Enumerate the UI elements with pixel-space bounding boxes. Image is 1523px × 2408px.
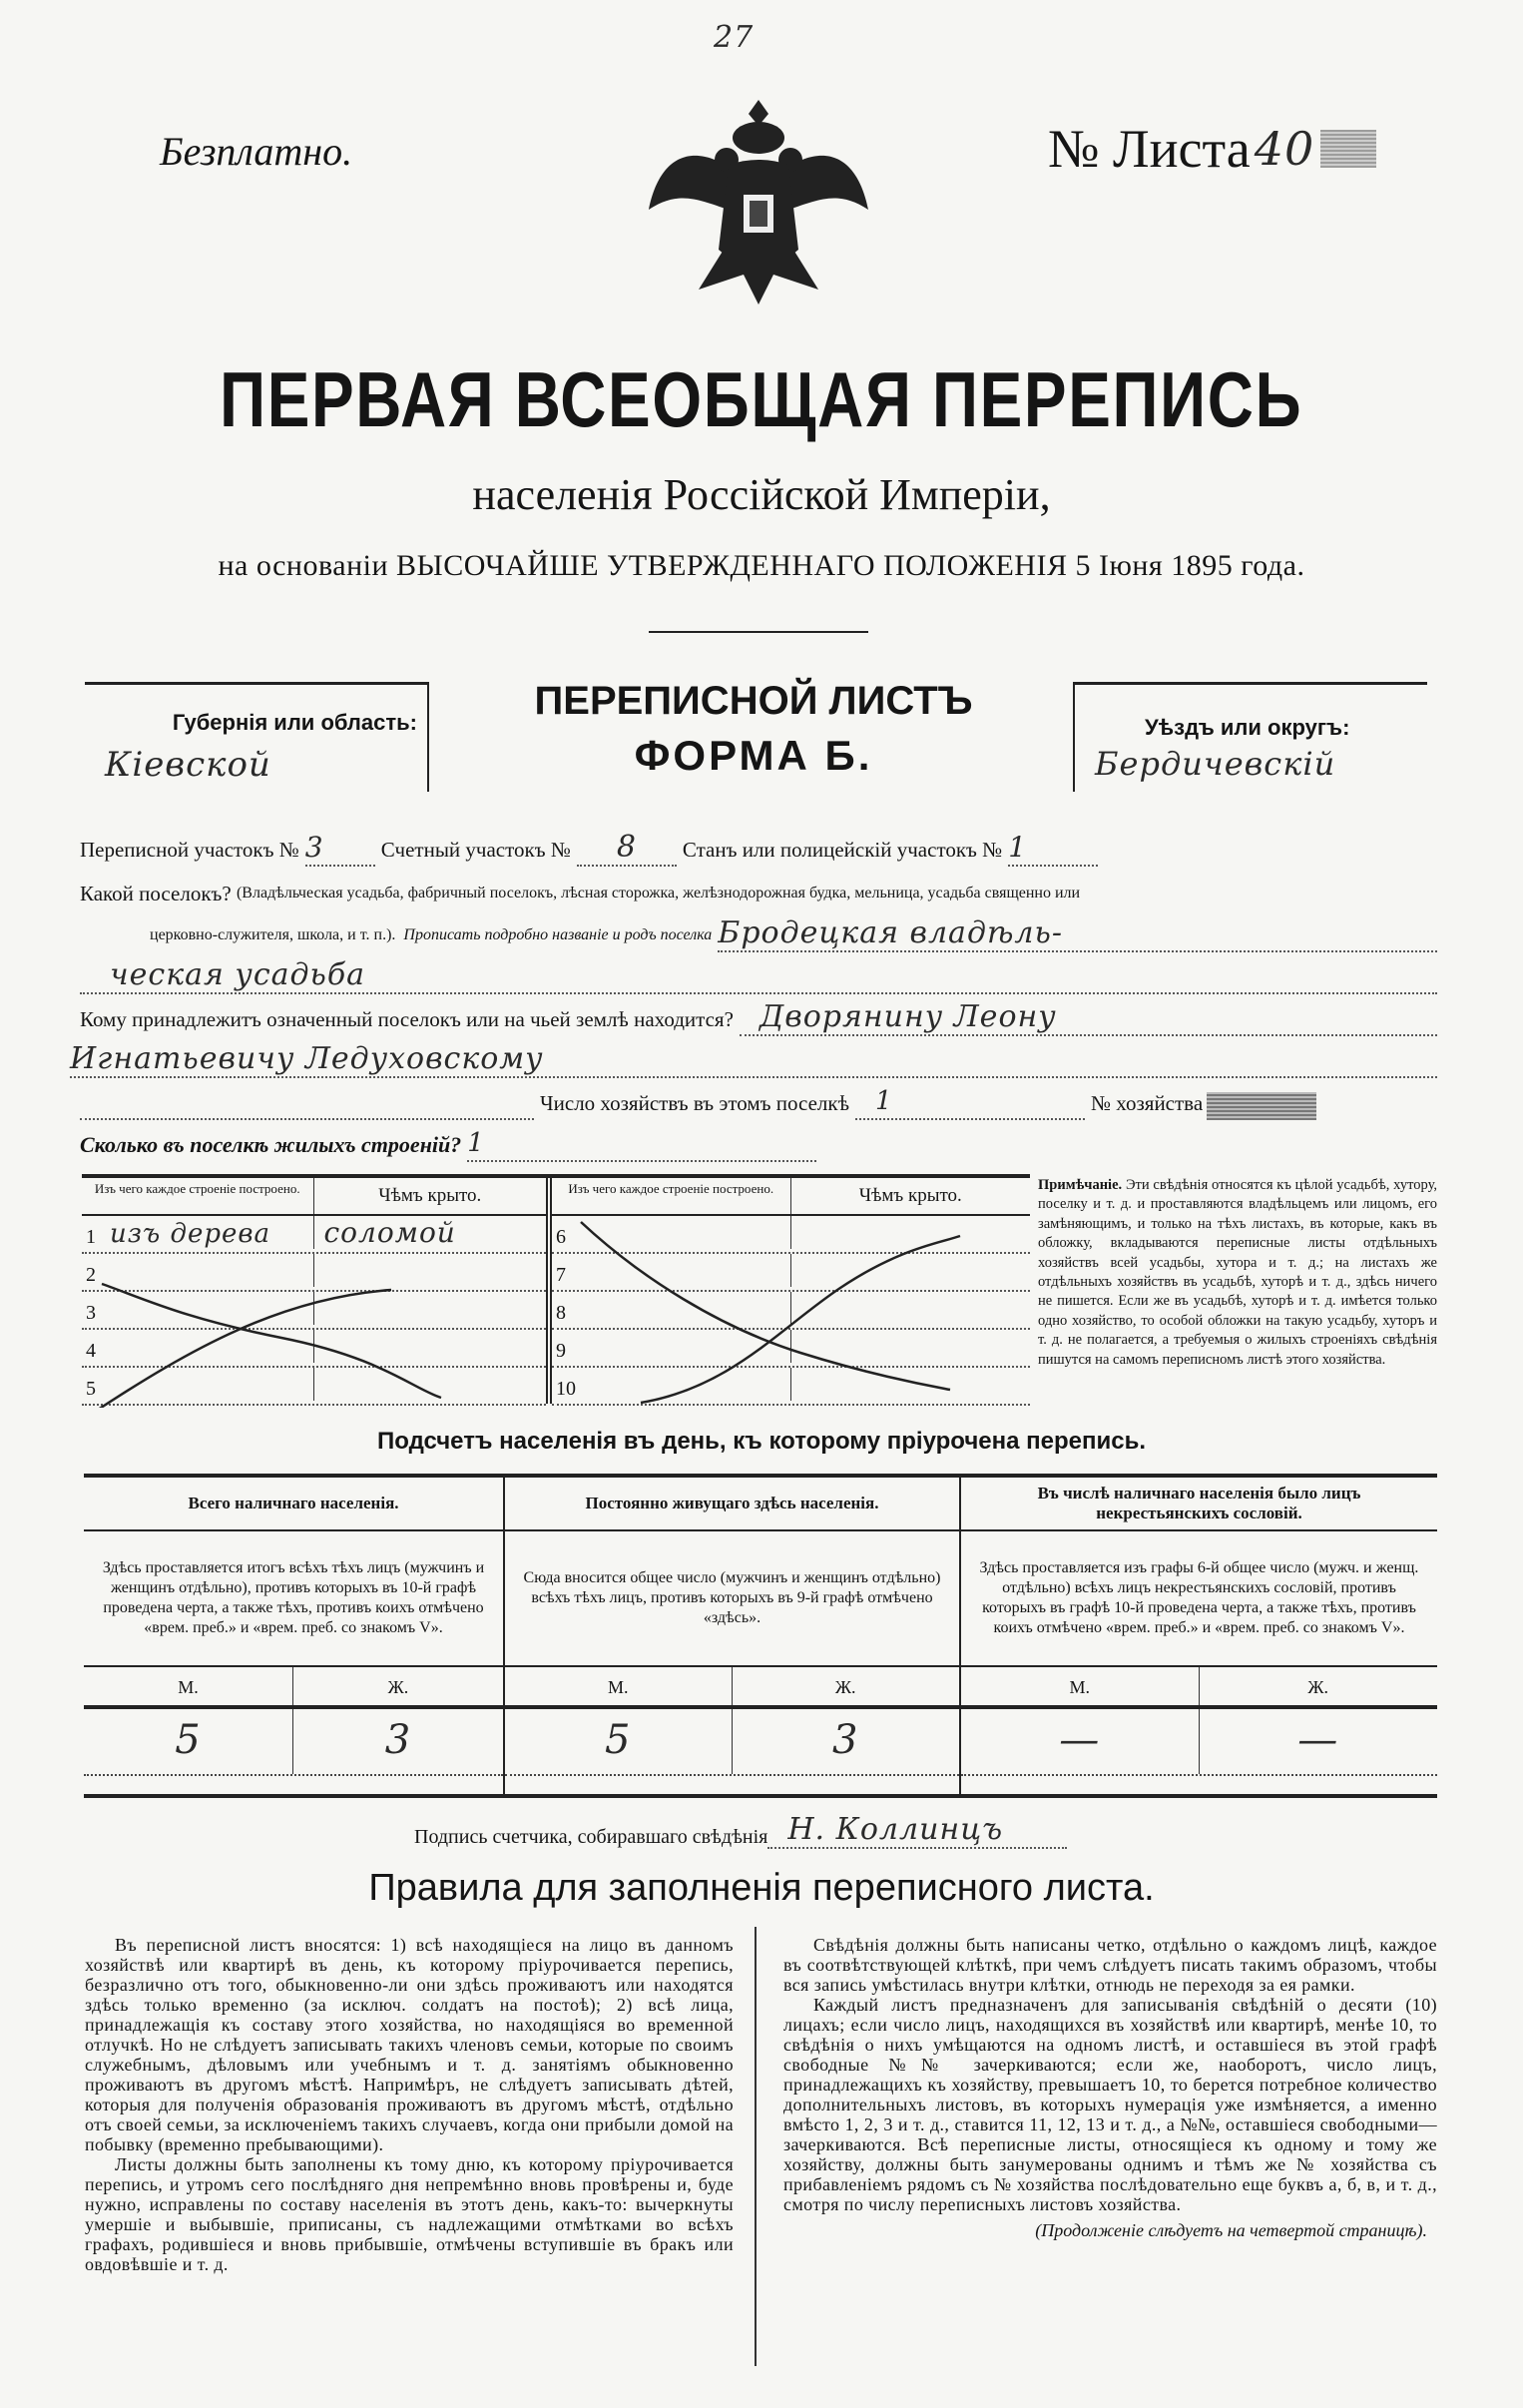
households-label: Число хозяйствъ въ этомъ поселкѣ — [540, 1091, 849, 1115]
signature-field[interactable]: Н. Коллинцъ — [767, 1812, 1067, 1849]
households-field[interactable]: 1 — [855, 1084, 1085, 1120]
basis-line: на основаніи ВЫСОЧАЙШЕ УТВЕРЖДЕННАГО ПОЛОЖЕНІЯ 5 Іюня 1895 года. — [218, 549, 1305, 582]
imperial-eagle-icon — [649, 100, 868, 309]
male-count[interactable]: — — [961, 1709, 1200, 1774]
col-material-header: Изъ чего каждое строеніе построено. — [82, 1178, 314, 1214]
province-value[interactable]: Кіевской — [105, 745, 271, 785]
female-header: Ж. — [834, 1677, 856, 1697]
dotted-line — [80, 1102, 534, 1120]
note-text: Эти свѣдѣнія относятся къ цѣлой усадьбѣ, хутору, поселку и т. д. и проставляются владѣльцемъ или лицомъ, его замѣняющимъ, и только на тѣхъ листахъ, въ которые, какъ въ обложку, вкладываются переписные листы отдѣльныхъ хозяйствъ всей усадьбы, хутора и т. д.; на листахъ же отдѣльныхъ хозяйствъ въ усадьбѣ, хуторѣ и т. д., здѣсь ничего не пишется. Если же въ усадьбѣ, хуторѣ и т. д. имѣется только одно хозяйство, то особой обложки на такую усадьбу, хуторъ и т. д. не полагается, а требуемыя о жилыхъ строеніяхъ свѣдѣнія пишутся на самомъ переписномъ листѣ этого хозяйства. — [1038, 1177, 1438, 1368]
row-settlement-3 — [80, 956, 1437, 994]
col-roof-header: Чѣмъ крыто. — [858, 1185, 962, 1206]
settlement-field-1[interactable]: Бродецкая владѣль- — [718, 916, 1437, 952]
police-area-field[interactable]: 1 — [1008, 831, 1098, 867]
buildings-field[interactable]: 1 — [467, 1126, 816, 1162]
female-header: Ж. — [1307, 1677, 1329, 1697]
settlement-label: Какой поселокъ? — [80, 882, 232, 905]
col-material-header: Изъ чего каждое строеніе построено. — [552, 1178, 791, 1214]
household-no-label: № хозяйства — [1091, 1091, 1204, 1115]
continued-note: (Продолженіе слѣдуетъ на четвертой страницѣ). — [1035, 2220, 1427, 2240]
population-column-title: Всего наличнаго населенія. — [84, 1478, 503, 1531]
signature-label: Подпись счетчика, собиравшаго свѣдѣнія — [414, 1826, 768, 1848]
row-number: 8 — [556, 1302, 566, 1324]
rules-paragraph: Листы должны быть заполнены къ тому дню, къ которому пріурочивается перепись, и утромъ сего послѣдняго дня непремѣнно вновь провѣрены и, буде нужно, исправлены по составу населенія въ этотъ день, какъ-то: вычеркнуты умершіе и выбывшіе, приписаны, съ надлежащими отмѣтками во всѣхъ графахъ, родившіеся и вновь прибывшіе, отмѣчены вступившіе въ бракъ или овдовѣвшіе и т. д. — [85, 2154, 734, 2274]
row-number: 2 — [86, 1264, 96, 1286]
sheet-number — [1048, 118, 1376, 180]
district-box — [1073, 682, 1427, 792]
male-header: М. — [961, 1667, 1200, 1705]
row-buildings — [80, 1124, 816, 1162]
form-title: ПЕРЕПИСНОЙ ЛИСТЪ — [534, 679, 973, 723]
female-header: Ж. — [387, 1677, 409, 1697]
population-heading: Подсчетъ населенія въ день, къ которому пріурочена перепись. — [377, 1428, 1146, 1455]
row-settlement — [80, 873, 1080, 910]
column-divider — [755, 1927, 757, 2366]
row-households — [80, 1082, 1437, 1120]
population-column — [959, 1478, 1437, 1794]
row-number: 10 — [556, 1378, 576, 1400]
free-label: Безплатно. — [160, 129, 353, 174]
male-count[interactable]: 5 — [84, 1709, 293, 1774]
col-roof-header: Чѣмъ крыто. — [378, 1185, 482, 1206]
settlement-hint: (Владѣльческая усадьба, фабричный поселокъ, лѣсная сторожка, желѣзнодорожная будка, мельница, усадьба священно или — [236, 885, 1081, 902]
population-column-title: Въ числѣ наличнаго населенія было лицъ некрестьянскихъ сословій. — [961, 1478, 1437, 1531]
province-label: Губернія или область: — [172, 710, 417, 735]
settlement-field-2[interactable]: ческая усадьба — [80, 958, 1437, 994]
population-column-desc: Здѣсь проставляется итогъ всѣхъ тѣхъ лицъ (мужчинъ и женщинъ отдѣльно), противъ которыхъ въ 10-й графѣ проведена черта, а также тѣхъ, противъ коихъ отмѣчено «врем. преб.» и «врем. преб. со знакомъ V». — [84, 1531, 503, 1667]
police-area-label: Станъ или полицейскій участокъ № — [682, 838, 1003, 862]
row-areas — [80, 829, 1098, 867]
rules-left — [85, 1935, 734, 2274]
stamp-mark — [1320, 130, 1376, 168]
title-wrap — [0, 354, 1523, 445]
row-number: 3 — [86, 1302, 96, 1324]
female-count[interactable]: 3 — [384, 1717, 412, 1763]
household-no-field-redacted — [1207, 1092, 1316, 1120]
buildings-label: Сколько въ поселкѣ жилыхъ строеній? — [80, 1132, 462, 1157]
count-area-field[interactable]: 8 — [577, 831, 677, 867]
row-owner — [80, 998, 1437, 1036]
population-column — [84, 1478, 503, 1794]
divider — [649, 631, 868, 633]
roof-cell[interactable]: соломой — [323, 1216, 456, 1249]
crossed-out-strokes — [82, 1178, 1030, 1408]
row-number: 7 — [556, 1264, 566, 1286]
count-area-label: Счетный участокъ № — [380, 838, 571, 862]
sheet-number-value: 40 — [1254, 122, 1315, 176]
page-title: ПЕРВАЯ ВСЕОБЩАЯ ПЕРЕПИСЬ — [220, 355, 1303, 443]
population-column-desc: Здѣсь проставляется изъ графы 6-й общее число (мужч. и женщ. отдѣльно) всѣхъ лицъ некрестьянскихъ сословій, противъ которыхъ въ графѣ 10-й проведена черта, а также тѣхъ, противъ коихъ отмѣчено «врем. преб.» и «врем. преб. со знакомъ V». — [961, 1531, 1437, 1667]
material-cell[interactable]: изъ дерева — [110, 1219, 271, 1249]
district-value[interactable]: Бердичевскій — [1095, 745, 1336, 783]
row-settlement-2 — [150, 914, 1437, 952]
population-column — [503, 1478, 959, 1794]
rules-right — [783, 1935, 1437, 2241]
population-column-desc: Сюда вносится общее число (мужчинъ и женщинъ отдѣльно) всѣхъ тѣхъ лицъ, противъ которыхъ въ 9-й графѣ отмѣчено «здѣсь». — [505, 1531, 959, 1667]
owner-field-1[interactable]: Дворянину Леону — [740, 1000, 1437, 1036]
sheet-number-label: № Листа — [1048, 119, 1251, 179]
buildings-table — [82, 1174, 1030, 1404]
population-table — [84, 1474, 1437, 1798]
province-box — [85, 682, 429, 792]
female-count[interactable]: — — [1297, 1717, 1339, 1763]
form-name: ФОРМА Б. — [634, 732, 873, 779]
row-owner-2 — [70, 1040, 1437, 1078]
female-count[interactable]: 3 — [832, 1717, 859, 1763]
settlement-hint-2: церковно-служителя, школа, и т. п.). — [150, 926, 396, 943]
rules-paragraph: Каждый листъ предназначенъ для записыванія свѣдѣній о десяти (10) лицахъ; если число лицъ, находящихся въ хозяйствѣ или квартирѣ, менѣе 10, то свѣдѣнія о нихъ умѣщаются на одномъ листѣ, и оставшіеся въ этой графѣ свободные №№ зачеркиваются; если же, наоборотъ, число лицъ, принадлежащихъ къ хозяйству, превышаетъ 10, то берется потребное количество дополнительныхъ листовъ, въ которыхъ нумерація уже измѣняется, а именно вмѣсто 1, 2, 3 и т. д., ставится 11, 12, 13 и т. д., а №№, оставшіеся свободными—зачеркиваются. Всѣ переписные листы, относящіеся къ одному и тому же хозяйству, должны быть занумерованы однимъ и тѣмъ же № хозяйства съ прибавленіемъ рядомъ съ № хозяйства послѣдовательно еще буквъ а, б, в, и т. д., смотря по числу переписныхъ листовъ хозяйства. — [783, 1995, 1437, 2214]
male-header: М. — [84, 1667, 293, 1705]
note-title: Примѣчаніе. — [1038, 1177, 1123, 1193]
rules-title: Правила для заполненія переписного листа. — [368, 1867, 1155, 1909]
settlement-instruction: Прописать подробно названіе и родъ поселка — [403, 926, 713, 943]
male-count[interactable]: 5 — [505, 1709, 733, 1774]
page-number: 27 — [714, 20, 755, 55]
subtitle: населенія Россійской Имперіи, — [472, 470, 1051, 519]
rules-paragraph: Въ переписной листъ вносятся: 1) всѣ находящіеся на лицо въ данномъ хозяйствѣ или квартирѣ въ день, къ которому пріурочивается перепись, безразлично отъ того, обыкновенно-ли они здѣсь проживаютъ или находятся здѣсь только временно (за исключ. солдатъ на постоѣ); 2) всѣ лица, принадлежащія къ составу этого хозяйства, но находящіяся во временной отлучкѣ. Но не слѣдуетъ записывать такихъ членовъ семьи, которые по своимъ служебнымъ, дѣловымъ или учебнымъ и т. д. занятіямъ обыкновенно проживаютъ въ другомъ мѣстѣ. Напримѣръ, не слѣдуетъ записывать дѣтей, которыя для полученія образованія проживаютъ въ другомъ мѣстѣ, отдѣльно отъ своей семьи, за исключеніемъ такихъ случаевъ, когда они прибыли домой на побывку (временно пребывающими). — [85, 1935, 734, 2154]
census-area-field[interactable]: 3 — [305, 831, 375, 867]
rules-paragraph: Свѣдѣнія должны быть написаны четко, отдѣльно о каждомъ лицѣ, каждое въ соотвѣтствующей клѣткѣ, при чемъ слѣдуетъ писать такимъ образомъ, чтобы вся запись умѣстилась внутри клѣтки, отнюдь не переходя за ея рамки. — [783, 1935, 1437, 1995]
note — [1038, 1176, 1437, 1370]
row-number: 9 — [556, 1340, 566, 1362]
signature-row — [414, 1812, 1067, 1849]
district-label: Уѣздъ или округъ: — [1145, 715, 1350, 740]
owner-field-2[interactable]: Игнатьевичу Ледуховскому — [70, 1042, 1437, 1078]
census-area-label: Переписной участокъ № — [80, 838, 299, 862]
population-column-title: Постоянно живущаго здѣсь населенія. — [505, 1478, 959, 1531]
row-number: 4 — [86, 1340, 96, 1362]
row-number: 1 — [86, 1226, 96, 1248]
row-number: 5 — [86, 1378, 96, 1400]
owner-label: Кому принадлежитъ означенный поселокъ или на чьей землѣ находится? — [80, 1007, 734, 1031]
male-header: М. — [505, 1667, 733, 1705]
row-number: 6 — [556, 1226, 566, 1248]
form-title-block — [439, 679, 1068, 780]
